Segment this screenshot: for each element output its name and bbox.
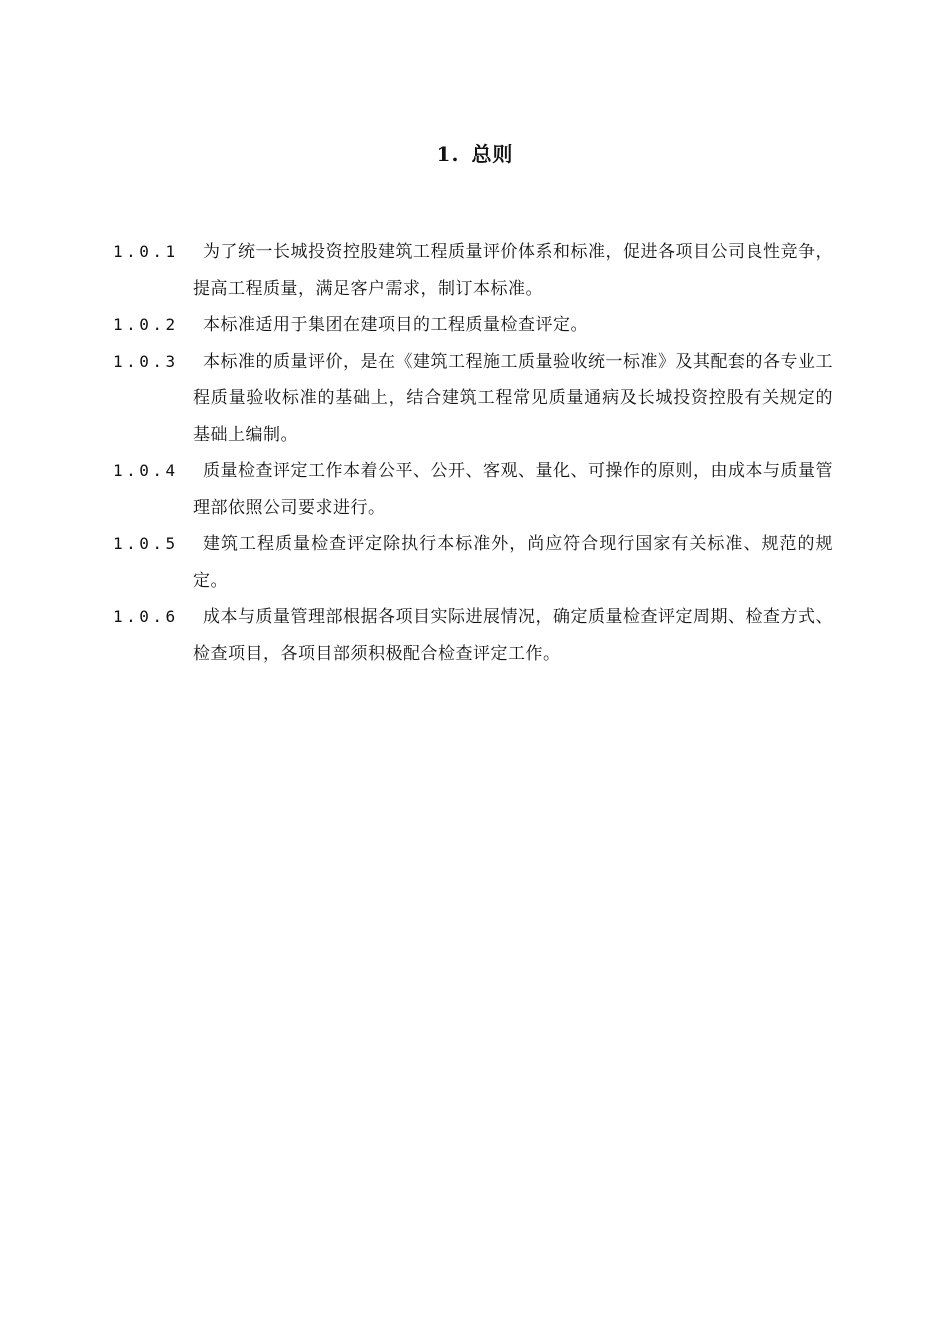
clause-text: 成本与质量管理部根据各项目实际进展情况，确定质量检查评定周期、检查方式、检查项目，各项目部须积极配合检查评定工作。 [193,607,833,664]
clause-1-0-3 [0,344,950,454]
clause-text: 为了统一长城投资控股建筑工程质量评价体系和标准，促进各项目公司良性竞争，提高工程质量，满足客户需求，制订本标准。 [193,242,833,299]
section-title: 总则 [471,142,514,166]
clause-1-0-6 [0,599,950,672]
clause-number: 1.0.4 [113,461,179,480]
clause-text: 建筑工程质量检查评定除执行本标准外，尚应符合现行国家有关标准、规范的规定。 [193,534,833,591]
clause-text: 本标准的质量评价，是在《建筑工程施工质量验收统一标准》及其配套的各专业工程质量验收标准的基础上，结合建筑工程常见质量通病及长城投资控股有关规定的基础上编制。 [193,351,833,445]
clause-1-0-5 [0,526,950,599]
section-number: 1. [436,142,460,166]
clause-1-0-4 [0,453,950,526]
clause-1-0-2 [0,307,950,344]
clause-number: 1.0.5 [113,534,179,553]
clause-text: 质量检查评定工作本着公平、公开、客观、量化、可操作的原则，由成本与质量管理部依照公司要求进行。 [193,461,833,518]
clause-number: 1.0.2 [113,315,179,334]
clause-number: 1.0.6 [113,607,179,626]
clause-text: 本标准适用于集团在建项目的工程质量检查评定。 [203,315,588,335]
clause-list [0,234,950,672]
clause-number: 1.0.3 [113,351,179,371]
clause-1-0-1 [0,234,950,307]
page-title [0,138,950,167]
clause-number: 1.0.1 [113,242,179,261]
